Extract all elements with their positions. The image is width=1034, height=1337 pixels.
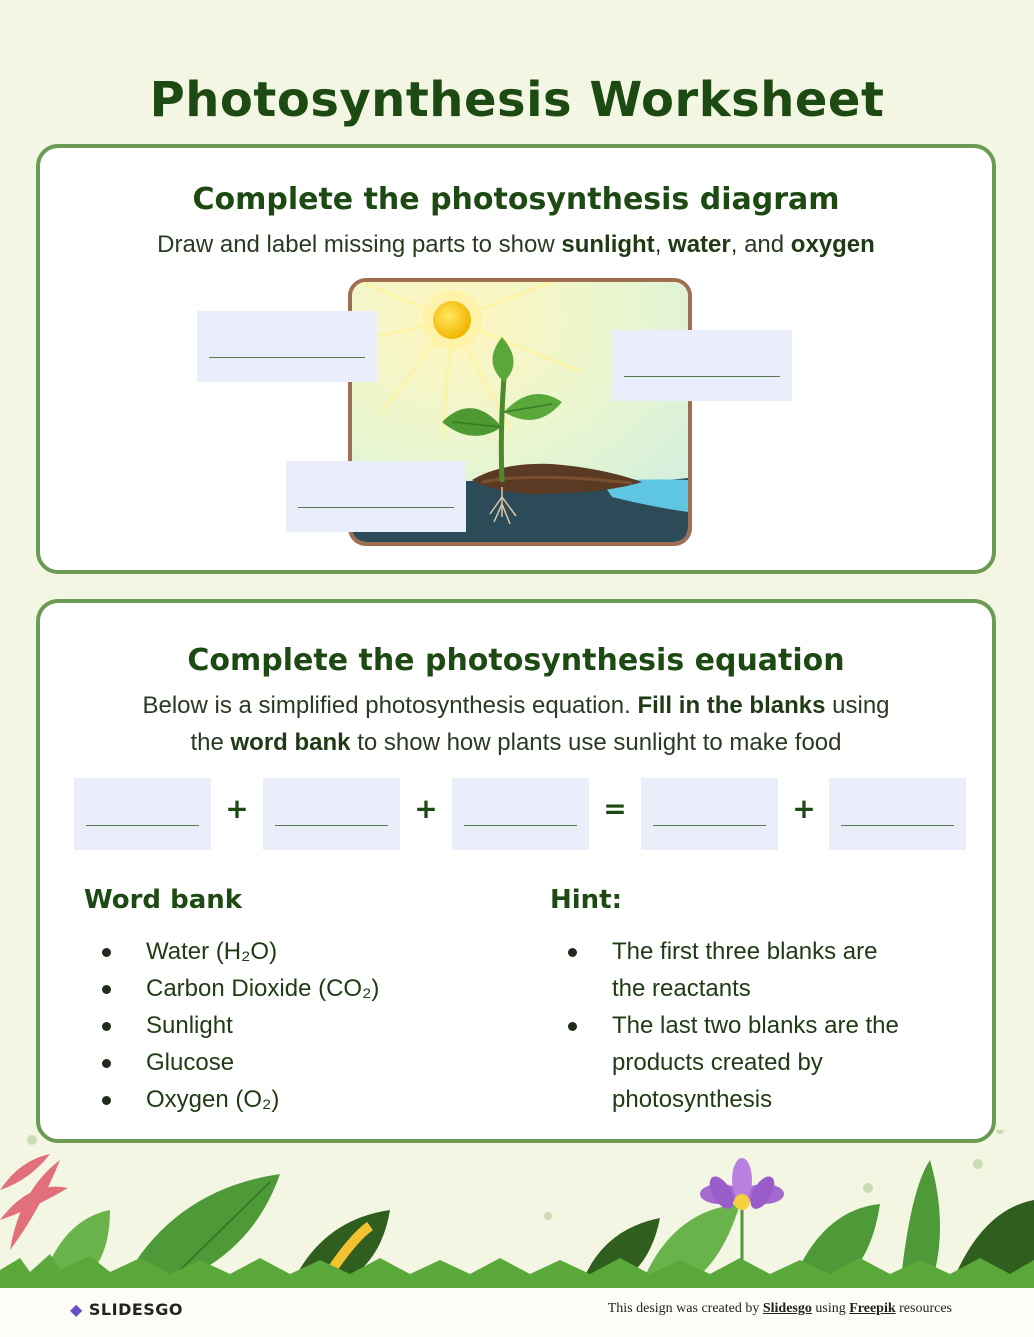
equation-blank-2[interactable] [263, 778, 400, 850]
foliage-decoration [0, 1130, 1034, 1288]
equation-instruction-line-1: Below is a simplified photosynthesis equation. Fill in the blanks using [142, 692, 890, 719]
hint-heading: Hint: [550, 885, 623, 915]
list-item: Glucose [86, 1044, 379, 1081]
equation-blank-1[interactable] [74, 778, 211, 850]
plus-operator: + [792, 792, 816, 825]
oxygen-label-blank[interactable] [612, 330, 792, 401]
freepik-link[interactable]: Freepik [849, 1301, 896, 1316]
credit-text: This design was created by Slidesgo using Freepik resources [607, 1301, 952, 1316]
logo-icon: ◆ [70, 1300, 83, 1319]
list-item: Water (H₂O) [86, 933, 379, 970]
list-item: Oxygen (O₂) [86, 1081, 379, 1118]
diagram-card [36, 144, 996, 574]
equation-card [36, 599, 996, 1143]
water-label-blank[interactable] [286, 461, 466, 532]
diagram-instruction: Draw and label missing parts to show sunlight, water, and oxygen [157, 231, 875, 258]
equals-operator: = [603, 792, 627, 825]
hint-list [552, 933, 952, 1118]
word-bank-heading: Word bank [84, 885, 243, 915]
plus-operator: + [225, 792, 249, 825]
slidesgo-link[interactable]: Slidesgo [762, 1301, 812, 1316]
equation-blank-4[interactable] [641, 778, 778, 850]
equation-blank-3[interactable] [452, 778, 589, 850]
diagram-heading: Complete the photosynthesis diagram [192, 182, 840, 217]
plus-operator: + [414, 792, 438, 825]
slidesgo-logo[interactable]: ◆ SLIDESGO [70, 1300, 184, 1319]
list-item: The first three blanks are the reactants [552, 933, 952, 1007]
sunlight-label-blank[interactable] [197, 311, 377, 382]
list-item: Sunlight [86, 1007, 379, 1044]
equation-heading: Complete the photosynthesis equation [187, 643, 845, 678]
page-title: Photosynthesis Worksheet [149, 72, 885, 128]
list-item: The last two blanks are the products created by photosynthesis [552, 1007, 952, 1118]
footer [0, 1288, 1034, 1337]
list-item: Carbon Dioxide (CO₂) [86, 970, 379, 1007]
equation-blank-5[interactable] [829, 778, 966, 850]
word-bank-list [86, 933, 379, 1118]
equation-instruction-line-2: the word bank to show how plants use sunlight to make food [190, 729, 842, 756]
equation-row [74, 778, 966, 850]
